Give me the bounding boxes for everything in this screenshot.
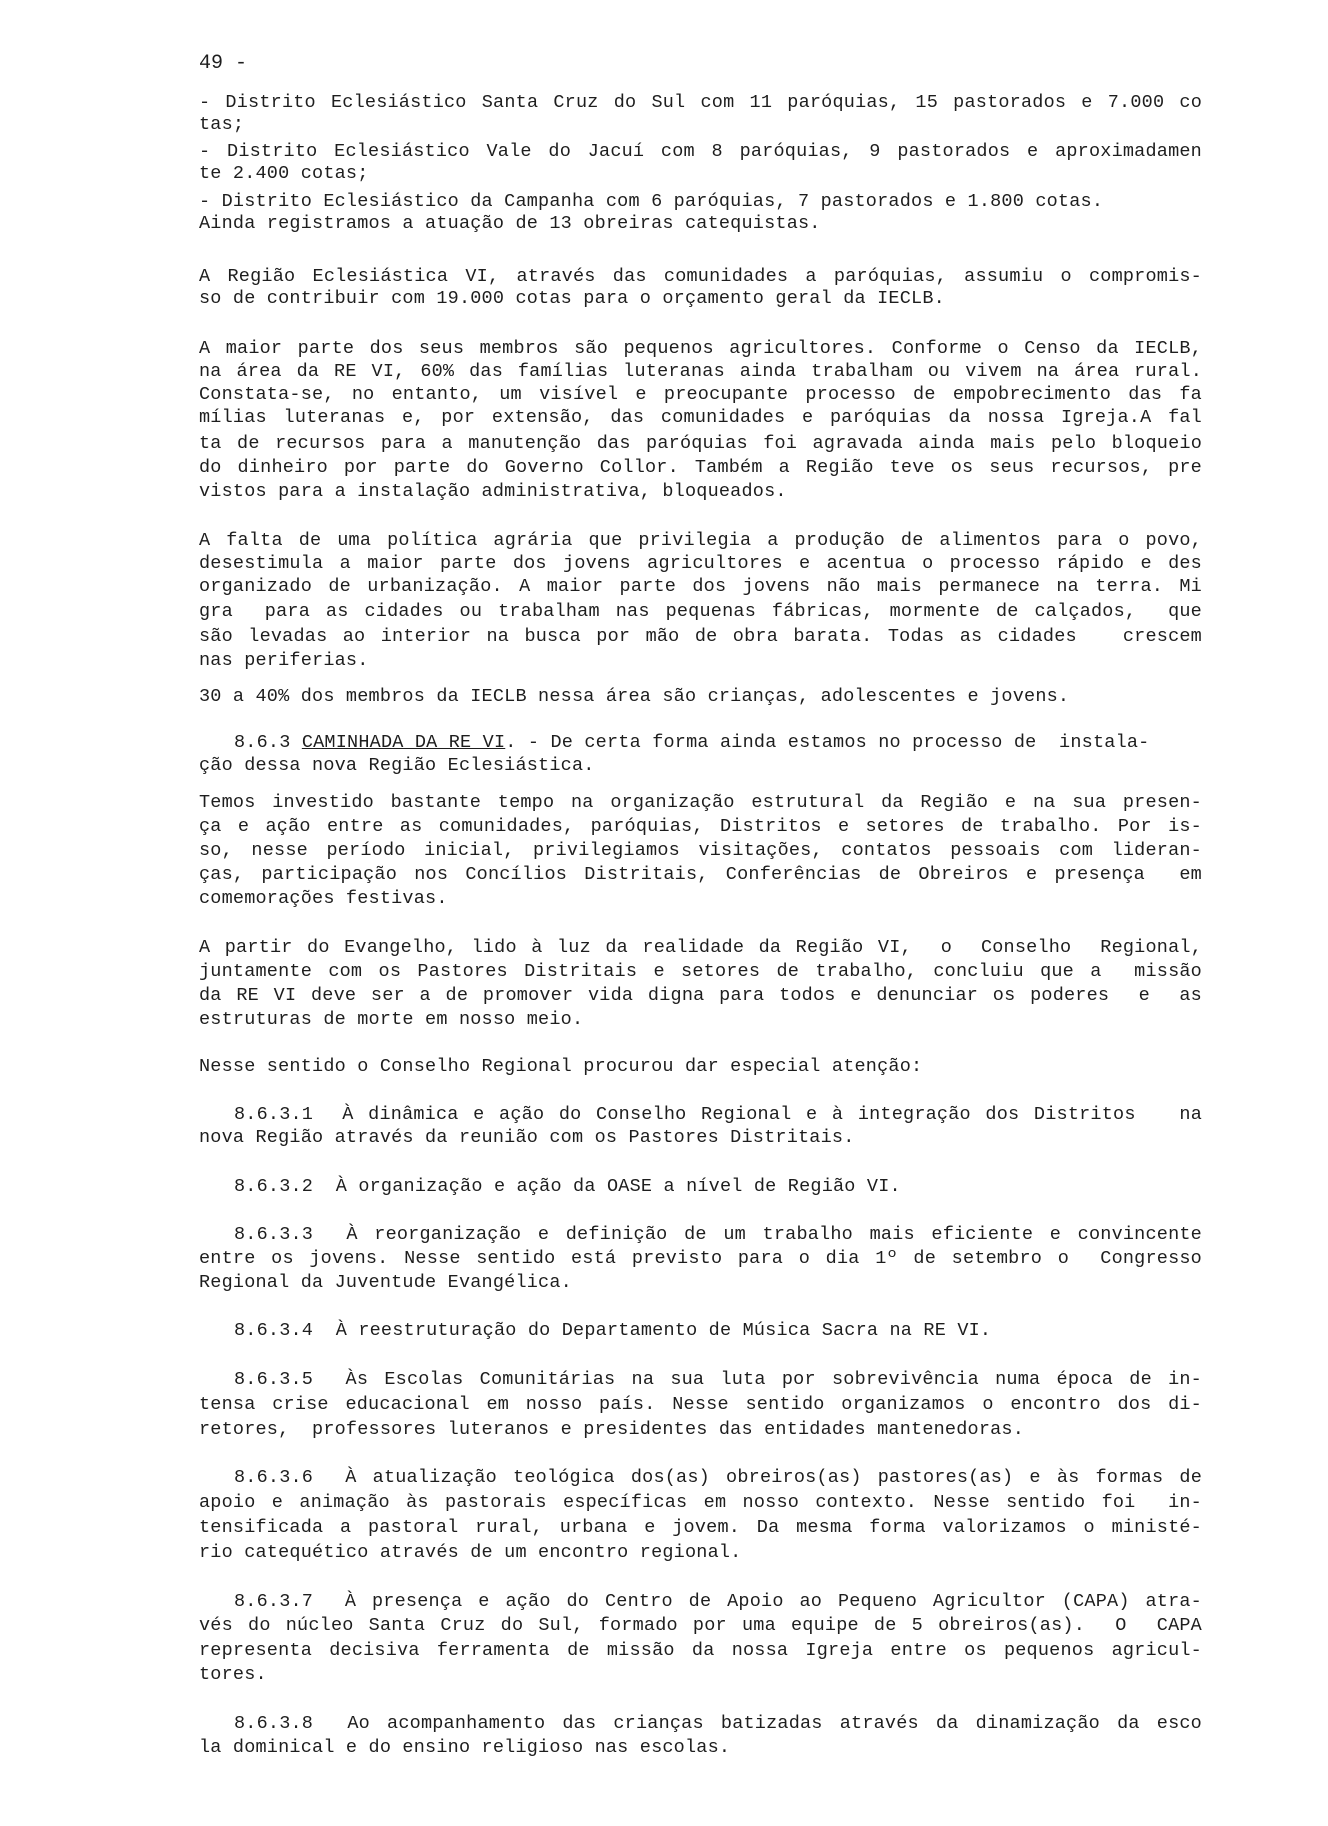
text-line: ta de recursos para a manutenção das paróquias foi agravada ainda mais pelo bloqueio bbox=[199, 433, 1202, 454]
text-line: ção dessa nova Região Eclesiástica. bbox=[199, 755, 595, 776]
text-line: - Distrito Eclesiástico Vale do Jacuí com 8 paróquias, 9 pastorados e aproximadamen bbox=[199, 141, 1202, 162]
text-line: la dominical e do ensino religioso nas escolas. bbox=[199, 1737, 731, 1758]
section-number: 8.6.3 bbox=[234, 732, 291, 753]
text-line: tensificada a pastoral rural, urbana e jovem. Da mesma forma valorizamos o ministé- bbox=[199, 1517, 1202, 1538]
text-line: organizado de urbanização. A maior parte dos jovens não mais permanece na terra. Mi bbox=[199, 576, 1202, 597]
text-line: so, nesse período inicial, privilegiamos visitações, contatos pessoais com lideran- bbox=[199, 840, 1202, 861]
text-line: so de contribuir com 19.000 cotas para o orçamento geral da IECLB. bbox=[199, 288, 945, 309]
text-line: A partir do Evangelho, lido à luz da realidade da Região VI, o Conselho Regional, bbox=[199, 937, 1202, 958]
text-line: rio catequético através de um encontro regional. bbox=[199, 1542, 742, 1563]
text-line: ças, participação nos Concílios Distritais, Conferências de Obreiros e presença em bbox=[199, 864, 1202, 885]
text-line: A Região Eclesiástica VI, através das comunidades a paróquias, assumiu o compromis- bbox=[199, 266, 1202, 287]
text-line: A falta de uma política agrária que privilegia a produção de alimentos para o povo, bbox=[199, 530, 1202, 551]
text-line: apoio e animação às pastorais específicas em nosso contexto. Nesse sentido foi in- bbox=[199, 1492, 1202, 1513]
text-line: estruturas de morte em nosso meio. bbox=[199, 1009, 584, 1030]
text-line: entre os jovens. Nesse sentido está previsto para o dia 1º de setembro o Congresso bbox=[199, 1248, 1202, 1269]
text-line: - Distrito Eclesiástico da Campanha com 6 paróquias, 7 pastorados e 1.800 cotas. bbox=[199, 191, 1104, 212]
text-line: são levadas ao interior na busca por mão de obra barata. Todas as cidades crescem bbox=[199, 626, 1202, 647]
text-line: vés do núcleo Santa Cruz do Sul, formado por uma equipe de 5 obreiros(as). O CAPA bbox=[199, 1615, 1202, 1636]
list-item-line: 8.6.3.8 Ao acompanhamento das crianças batizadas através da dinamização da esco bbox=[234, 1713, 1202, 1734]
text-line: da RE VI deve ser a de promover vida digna para todos e denunciar os poderes e as bbox=[199, 985, 1202, 1006]
text-line: nova Região através da reunião com os Pastores Distritais. bbox=[199, 1127, 855, 1148]
text-line: - Distrito Eclesiástico Santa Cruz do Sul com 11 paróquias, 15 pastorados e 7.000 co bbox=[199, 92, 1202, 113]
text-line: vistos para a instalação administrativa, bloqueados. bbox=[199, 481, 787, 502]
list-item-line: 8.6.3.6 À atualização teológica dos(as) obreiros(as) pastores(as) e às formas de bbox=[234, 1467, 1202, 1488]
section-heading-line bbox=[234, 732, 1202, 754]
text-line: gra para as cidades ou trabalham nas pequenas fábricas, mormente de calçados, que bbox=[199, 601, 1202, 622]
page-number: 49 - bbox=[199, 52, 248, 75]
text-line: juntamente com os Pastores Distritais e setores de trabalho, concluiu que a missão bbox=[199, 961, 1202, 982]
text-line: tensa crise educacional em nosso país. Nesse sentido organizamos o encontro dos di- bbox=[199, 1394, 1202, 1415]
text-line: desestimula a maior parte dos jovens agricultores e acentua o processo rápido e des bbox=[199, 553, 1202, 574]
text-line: retores, professores luteranos e presidentes das entidades mantenedoras. bbox=[199, 1419, 1025, 1440]
text-line: 30 a 40% dos membros da IECLB nessa área são crianças, adolescentes e jovens. bbox=[199, 686, 1070, 707]
text-line: comemorações festivas. bbox=[199, 888, 448, 909]
text-line: na área da RE VI, 60% das famílias luteranas ainda trabalham ou vivem na área rural. bbox=[199, 361, 1202, 382]
text-line: A maior parte dos seus membros são pequenos agricultores. Conforme o Censo da IECLB, bbox=[199, 338, 1202, 359]
text-line: do dinheiro por parte do Governo Collor. Também a Região teve os seus recursos, pre bbox=[199, 457, 1202, 478]
text-line: tas; bbox=[199, 114, 245, 135]
list-item-line: 8.6.3.5 Às Escolas Comunitárias na sua luta por sobrevivência numa época de in- bbox=[234, 1369, 1202, 1390]
list-item-line: 8.6.3.3 À reorganização e definição de um trabalho mais eficiente e convincente bbox=[234, 1224, 1202, 1245]
text-line: Nesse sentido o Conselho Regional procurou dar especial atenção: bbox=[199, 1056, 923, 1077]
text-line: Constata-se, no entanto, um visível e preocupante processo de empobrecimento das fa bbox=[199, 384, 1202, 405]
text-line: te 2.400 cotas; bbox=[199, 163, 369, 184]
text-line: Temos investido bastante tempo na organização estrutural da Região e na sua presen- bbox=[199, 792, 1202, 813]
text-line: Ainda registramos a atuação de 13 obreiras catequistas. bbox=[199, 213, 821, 234]
list-item-line: 8.6.3.4 À reestruturação do Departamento de Música Sacra na RE VI. bbox=[234, 1320, 992, 1341]
section-title: CAMINHADA DA RE VI bbox=[301, 732, 506, 753]
text-line: representa decisiva ferramenta de missão da nossa Igreja entre os pequenos agricul- bbox=[199, 1640, 1202, 1661]
text-line: Regional da Juventude Evangélica. bbox=[199, 1272, 572, 1293]
text-line: tores. bbox=[199, 1664, 267, 1685]
list-item-line: 8.6.3.2 À organização e ação da OASE a nível de Região VI. bbox=[234, 1176, 901, 1197]
list-item-line: 8.6.3.7 À presença e ação do Centro de Apoio ao Pequeno Agricultor (CAPA) atra- bbox=[234, 1591, 1202, 1612]
text-line: ça e ação entre as comunidades, paróquias, Distritos e setores de trabalho. Por is- bbox=[199, 816, 1202, 837]
section-heading-text: . - De certa forma ainda estamos no processo de instala- bbox=[505, 732, 1150, 753]
text-line: mílias luteranas e, por extensão, das comunidades e paróquias da nossa Igreja.A fal bbox=[199, 407, 1202, 428]
text-line: nas periferias. bbox=[199, 650, 369, 671]
list-item-line: 8.6.3.1 À dinâmica e ação do Conselho Regional e à integração dos Distritos na bbox=[234, 1104, 1202, 1125]
